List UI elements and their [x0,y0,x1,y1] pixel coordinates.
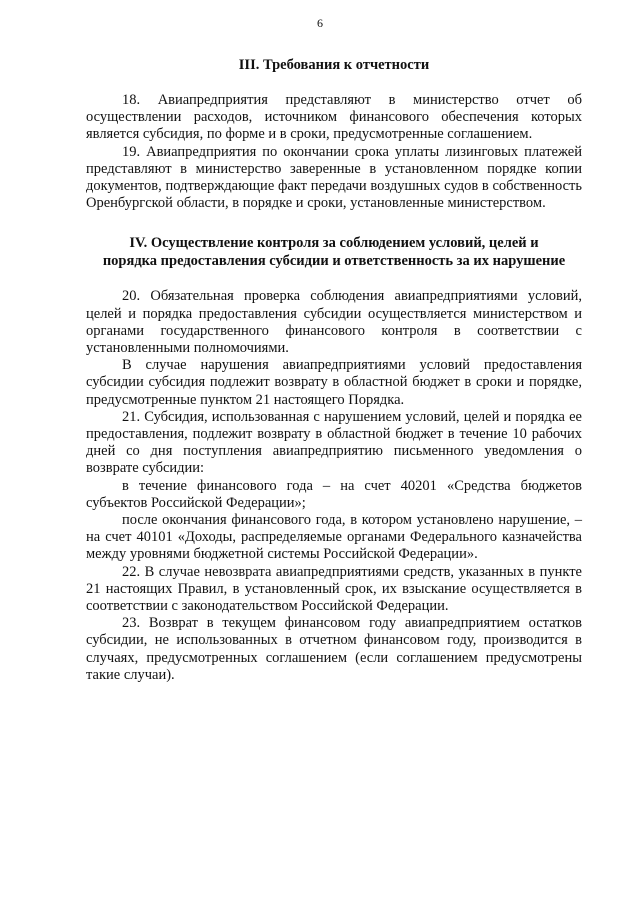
paragraph-21: 21. Субсидия, использованная с нарушением условий, целей и порядка ее предоставления, подлежит возврату в областной бюджет в течение 10 рабочих дней со дня поступления авиапредприятию письменного уведомления о возврате субсидии: [86,408,582,477]
paragraph-20: 20. Обязательная проверка соблюдения авиапредприятиями условий, целей и порядка предоставления субсидии осуществляется министерством и органами государственного финансового контроля в соответствии с установленными полномочиями. [86,288,582,357]
section-4-title-line-2: порядка предоставления субсидии и ответственность за их нарушение [102,253,566,270]
paragraph-19: 19. Авиапредприятия по окончании срока уплаты лизинговых платежей представляют в министерство заверенные в установленном порядке копии документов, подтверждающие факт передачи воздушных судов в собственность Оренбургской области, в порядке и сроки, установленные министерством. [86,143,582,212]
section-4-title [86,234,582,270]
paragraph-18: 18. Авиапредприятия представляют в министерство отчет об осуществлении расходов, источником финансового обеспечения которых является субсидия, по форме и в сроки, предусмотренные соглашением. [86,92,582,143]
section-3-title: III. Требования к отчетности [238,57,430,73]
paragraph-23: 23. Возврат в текущем финансовом году авиапредприятием остатков субсидии, не использованных в отчетном финансовом году, производится в случаях, предусмотренных соглашением (если соглашением предусмотрены такие случаи). [86,615,582,683]
paragraph-20-violation: В случае нарушения авиапредприятиями условий предоставления субсидии субсидия подлежит возврату в областной бюджет в сроки и порядке, предусмотренные пунктом 21 настоящего Порядка. [86,357,582,408]
section-4-title-line-1: IV. Осуществление контроля за соблюдением условий, целей и [129,235,539,252]
paragraph-22: 22. В случае невозврата авиапредприятиями средств, указанных в пункте 21 настоящих Правил, в установленный срок, их взыскание осуществляется в соответствии с законодательством Российской Федерации. [86,563,582,615]
paragraph-21-current-year: в течение финансового года – на счет 40201 «Средства бюджетов субъектов Российской Федерации»; [86,477,582,511]
paragraph-21-after-year: после окончания финансового года, в котором установлено нарушение, – на счет 40101 «Доходы, распределяемые органами Федерального казначейства между уровнями бюджетной системы Российской Федерации». [86,512,582,563]
page-number: 6 [317,16,323,30]
document-body [86,56,582,684]
